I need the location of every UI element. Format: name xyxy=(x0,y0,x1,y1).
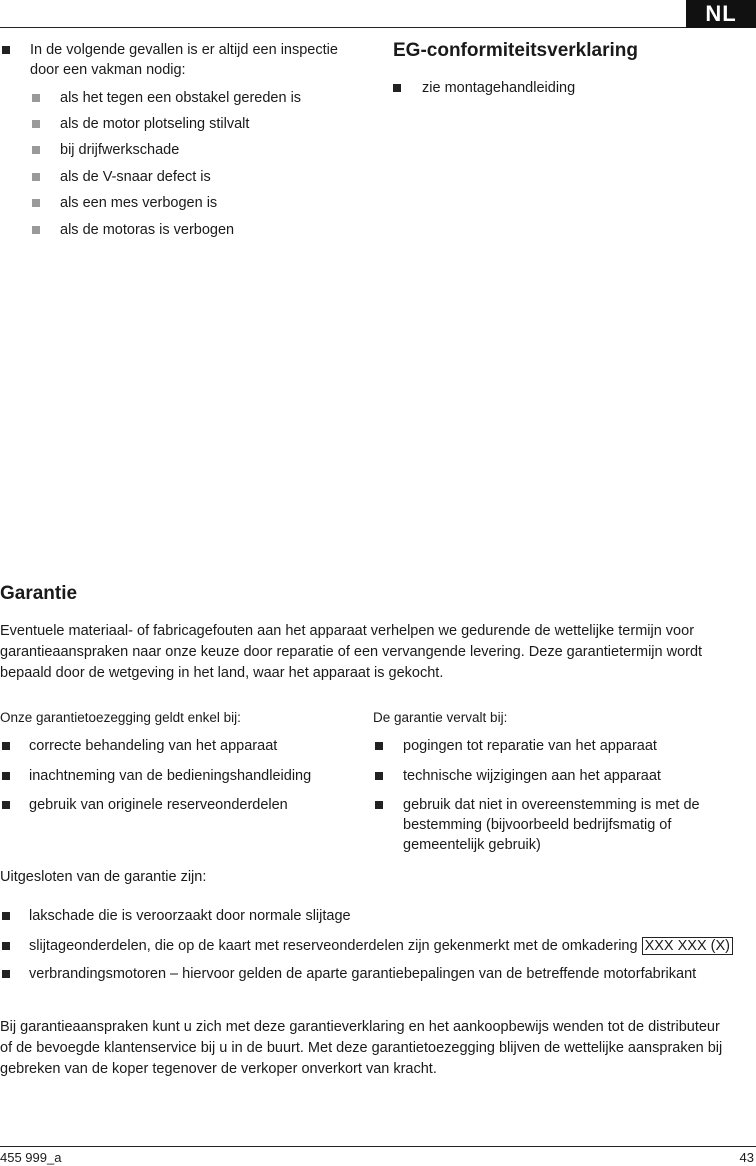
inspection-item: als de motor plotseling stilvalt xyxy=(32,114,352,134)
conformity-heading: EG-conformiteitsverklaring xyxy=(393,40,638,61)
inspection-intro xyxy=(2,40,347,80)
warranty-intro: Eventuele materiaal- of fabricagefouten aan het apparaat verhelpen we gedurende de wettelijke termijn voor garantieaanspraken naar onze keuze door reparatie of een vervangende levering. Deze garantietermijn wordt bepaald door de wetgeving in het land, waar het apparaat is gekocht. xyxy=(0,623,703,681)
bullet-square-icon xyxy=(32,199,40,207)
inspection-item: als het tegen een obstakel gereden is xyxy=(32,88,352,108)
warranty-valid-label: Onze garantietoezegging geldt enkel bij: xyxy=(0,710,241,725)
warranty-valid-item: correcte behandeling van het apparaat xyxy=(2,736,352,756)
inspection-item: als een mes verbogen is xyxy=(32,193,352,213)
warranty-excluded-item: slijtageonderdelen, die op de kaart met reserveonderdelen zijn gekenmerkt met de omkadering XXX XXX (X) xyxy=(2,936,756,956)
document-number: 455 999_a xyxy=(0,1150,62,1165)
inspection-intro-text: In de volgende gevallen is er altijd een inspectie door een vakman nodig: xyxy=(30,42,338,78)
bullet-square-icon xyxy=(32,120,40,128)
warranty-heading: Garantie xyxy=(0,583,78,604)
top-rule xyxy=(0,27,686,28)
warranty-valid-item: inachtneming van de bedieningshandleiding xyxy=(2,766,352,786)
spare-part-box-label: XXX XXX (X) xyxy=(642,937,733,955)
warranty-void-item: gebruik dat niet in overeenstemming is met de bestemming (bijvoorbeeld bedrijfsmatig of gemeentelijk gebruik) xyxy=(375,795,705,855)
bullet-square-icon xyxy=(2,970,10,978)
bullet-square-icon xyxy=(375,801,383,809)
bullet-square-icon xyxy=(375,772,383,780)
warranty-valid-item: gebruik van originele reserveonderdelen xyxy=(2,795,352,815)
bottom-rule xyxy=(0,1146,756,1147)
bullet-square-icon xyxy=(2,772,10,780)
warranty-void-item: pogingen tot reparatie van het apparaat xyxy=(375,736,715,756)
bullet-square-icon xyxy=(375,742,383,750)
inspection-item: als de motoras is verbogen xyxy=(32,220,352,240)
bullet-square-icon xyxy=(2,912,10,920)
warranty-closing: Bij garantieaanspraken kunt u zich met deze garantieverklaring en het aankoopbewijs wenden tot de distributeur of de bevoegde klantenservice bij u in de buurt. Met deze garantietoezegging blijven de wettelijke aanspraken bij gebreken van de koper tegenover de verkoper onverkort van kracht. xyxy=(0,1019,723,1077)
warranty-excluded-item: verbrandingsmotoren – hiervoor gelden de aparte garantiebepalingen van de betreffende motorfabrikant xyxy=(2,964,742,984)
bullet-square-icon xyxy=(32,173,40,181)
language-tab: NL xyxy=(686,0,756,28)
page-number: 43 xyxy=(739,1150,754,1165)
bullet-square-icon xyxy=(2,942,10,950)
bullet-square-icon xyxy=(2,46,10,54)
bullet-square-icon xyxy=(2,801,10,809)
inspection-item: bij drijfwerkschade xyxy=(32,140,352,160)
bullet-square-icon xyxy=(2,742,10,750)
conformity-item: zie montagehandleiding xyxy=(393,78,733,98)
inspection-item: als de V-snaar defect is xyxy=(32,167,352,187)
bullet-square-icon xyxy=(32,146,40,154)
bullet-square-icon xyxy=(393,84,401,92)
warranty-excluded-label: Uitgesloten van de garantie zijn: xyxy=(0,869,207,885)
bullet-square-icon xyxy=(32,94,40,102)
bullet-square-icon xyxy=(32,226,40,234)
warranty-void-item: technische wijzigingen aan het apparaat xyxy=(375,766,715,786)
warranty-void-label: De garantie vervalt bij: xyxy=(373,710,508,725)
warranty-excluded-item: lakschade die is veroorzaakt door normale slijtage xyxy=(2,906,742,926)
